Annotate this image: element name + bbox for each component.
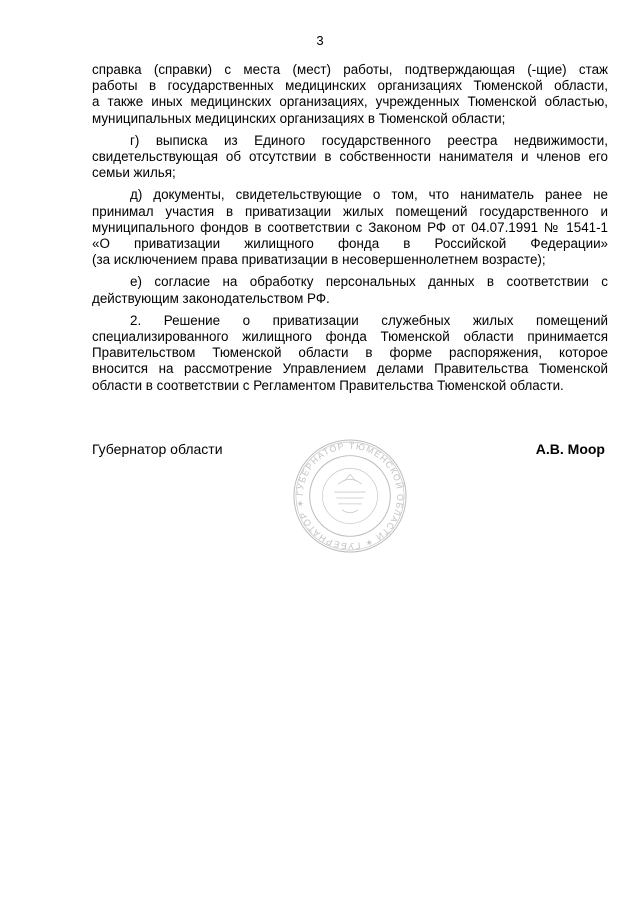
text-line: д) документы, свидетельствующие о том, что наниматель ранее не [130,187,608,203]
text-line: работы в государственных медицинских организациях Тюменской области, [92,78,608,94]
paragraph [92,313,608,394]
text-line: справка (справки) с места (мест) работы, подтверждающая (-щие) стаж [92,62,608,77]
text-line: специализированного жилищного фонда Тюменской области принимается [92,329,608,345]
text-line: 2. Решение о приватизации служебных жилых помещений [130,312,608,328]
document-body [92,62,608,400]
text-line: г) выписка из Единого государственного реестра недвижимости, [130,132,608,148]
text-line: е) согласие на обработку персональных данных в соответствии с [130,274,608,290]
signatory-position: Губернатор области [92,441,223,457]
text-line: а также иных медицинских организациях, учрежденных Тюменской областью, [92,94,608,110]
text-line: вносится на рассмотрение Управлением делами Правительства Тюменской [92,361,608,377]
paragraph [92,133,608,182]
text-line: действующим законодательством РФ. [92,290,330,306]
paragraph [92,187,608,268]
official-seal-image [291,437,409,555]
text-line: области в соответствии с Регламентом Правительства Тюменской области. [92,377,564,393]
text-line: свидетельствующая об отсутствии в собственности нанимателя и членов его [92,149,608,165]
text-line: «О приватизации жилищного фонда в Российской Федерации» [92,236,608,252]
paragraph [92,62,608,127]
signatory-name: А.В. Моор [535,441,605,457]
text-line: муниципального фондов в соответствии с Законом РФ от 04.07.1991 № 1541-1 [92,219,608,235]
text-line: принимал участия в приватизации жилых помещений государственного и [92,203,608,219]
text-line: (за исключением права приватизации в несовершеннолетнем возрасте); [92,252,546,268]
text-line: Правительством Тюменской области в форме распоряжения, которое [92,345,608,361]
text-line: муниципальных медицинских организациях в Тюменской области; [92,110,506,126]
svg-text:ГУБЕРНАТОР ТЮМЕНСКОЙ ОБЛАСТИ ✶: ГУБЕРНАТОР ТЮМЕНСКОЙ ОБЛАСТИ ✶ ГУБЕРНАТОР ✶ [294,440,406,552]
page-number: 3 [316,33,324,48]
paragraph [92,274,608,306]
text-line: семьи жилья; [92,165,176,181]
